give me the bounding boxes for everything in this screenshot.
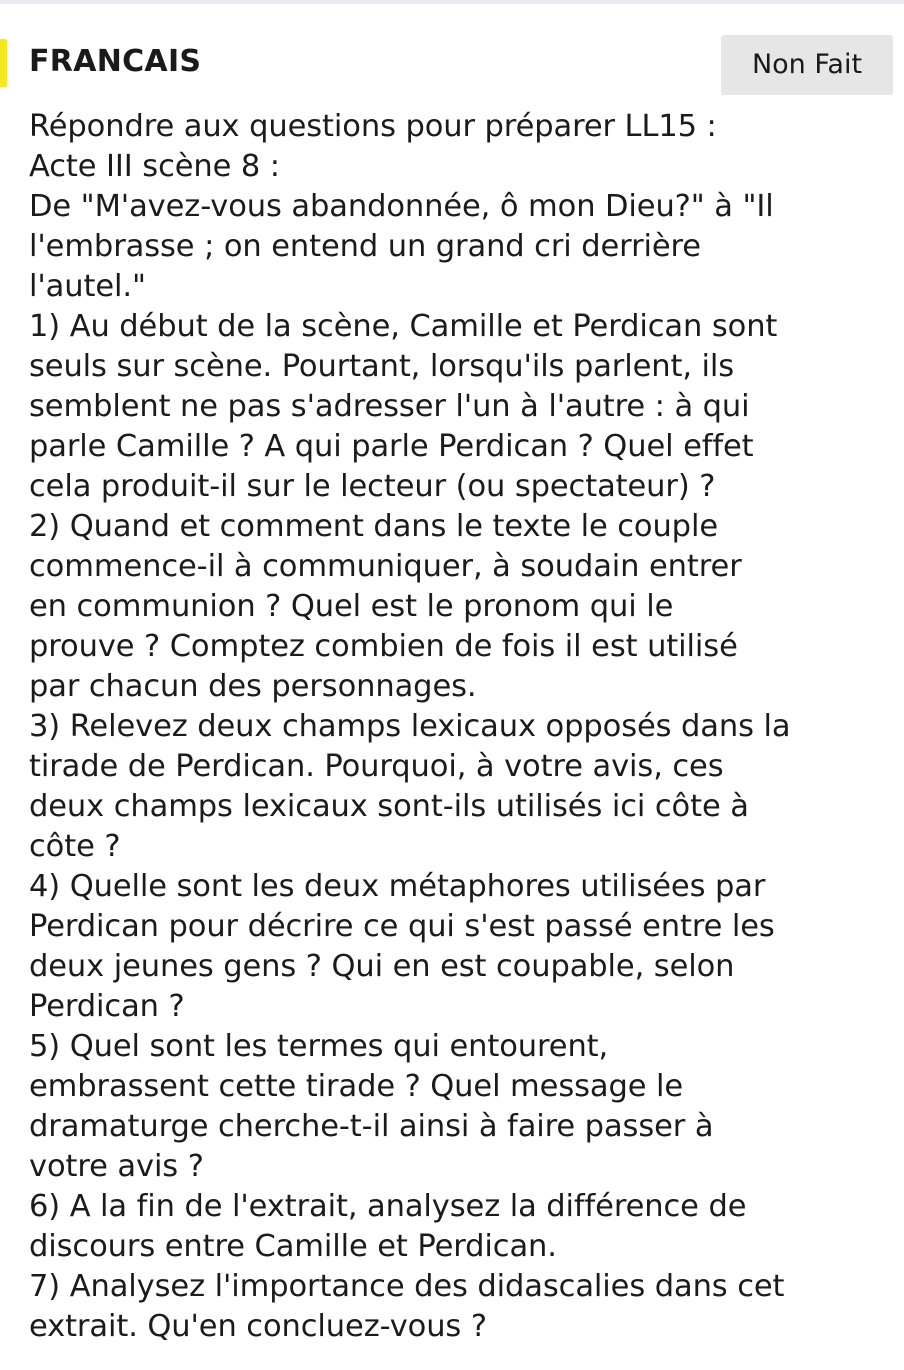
question-1-line: parle Camille ? A qui parle Perdican ? Quel effet xyxy=(29,429,754,464)
question-2-line: commence-il à communiquer, à soudain entrer xyxy=(29,549,742,584)
question-6-line: 6) A la fin de l'extrait, analysez la différence de xyxy=(29,1189,747,1224)
description-line: De "M'avez-vous abandonnée, ô mon Dieu?" à "Il xyxy=(29,189,774,224)
question-4-line: Perdican ? xyxy=(29,989,185,1024)
question-1-line: 1) Au début de la scène, Camille et Perdican sont xyxy=(29,309,778,344)
question-2-line: par chacun des personnages. xyxy=(29,669,477,704)
question-4-line: Perdican pour décrire ce qui s'est passé entre les xyxy=(29,909,775,944)
subject-accent-bar xyxy=(0,39,7,87)
assignment-header xyxy=(0,34,904,94)
question-6-line: discours entre Camille et Perdican. xyxy=(29,1229,557,1264)
question-1-line: cela produit-il sur le lecteur (ou spectateur) ? xyxy=(29,469,716,504)
assignment-description xyxy=(29,107,895,1347)
question-2-line: prouve ? Comptez combien de fois il est utilisé xyxy=(29,629,738,664)
question-3-line: tirade de Perdican. Pourquoi, à votre avis, ces xyxy=(29,749,724,784)
question-4-line: 4) Quelle sont les deux métaphores utilisées par xyxy=(29,869,766,904)
question-7-line: 7) Analysez l'importance des didascalies dans cet xyxy=(29,1269,785,1304)
status-badge[interactable]: Non Fait xyxy=(721,35,893,95)
question-3-line: côte ? xyxy=(29,829,121,864)
description-line: l'autel." xyxy=(29,269,146,304)
description-line: Acte III scène 8 : xyxy=(29,149,280,184)
question-5-line: embrassent cette tirade ? Quel message le xyxy=(29,1069,684,1104)
question-5-line: votre avis ? xyxy=(29,1149,204,1184)
top-divider xyxy=(0,0,904,4)
question-5-line: 5) Quel sont les termes qui entourent, xyxy=(29,1029,609,1064)
question-2-line: 2) Quand et comment dans le texte le couple xyxy=(29,509,718,544)
question-1-line: semblent ne pas s'adresser l'un à l'autre : à qui xyxy=(29,389,750,424)
question-7-line: extrait. Qu'en concluez-vous ? xyxy=(29,1309,487,1344)
description-line: l'embrasse ; on entend un grand cri derrière xyxy=(29,229,701,264)
question-3-line: 3) Relevez deux champs lexicaux opposés dans la xyxy=(29,709,791,744)
question-3-line: deux champs lexicaux sont-ils utilisés ici côte à xyxy=(29,789,749,824)
question-1-line: seuls sur scène. Pourtant, lorsqu'ils parlent, ils xyxy=(29,349,735,384)
subject-title: FRANCAIS xyxy=(29,44,202,79)
question-4-line: deux jeunes gens ? Qui en est coupable, selon xyxy=(29,949,735,984)
description-line: Répondre aux questions pour préparer LL15 : xyxy=(29,109,717,144)
question-5-line: dramaturge cherche-t-il ainsi à faire passer à xyxy=(29,1109,714,1144)
question-2-line: en communion ? Quel est le pronom qui le xyxy=(29,589,674,624)
